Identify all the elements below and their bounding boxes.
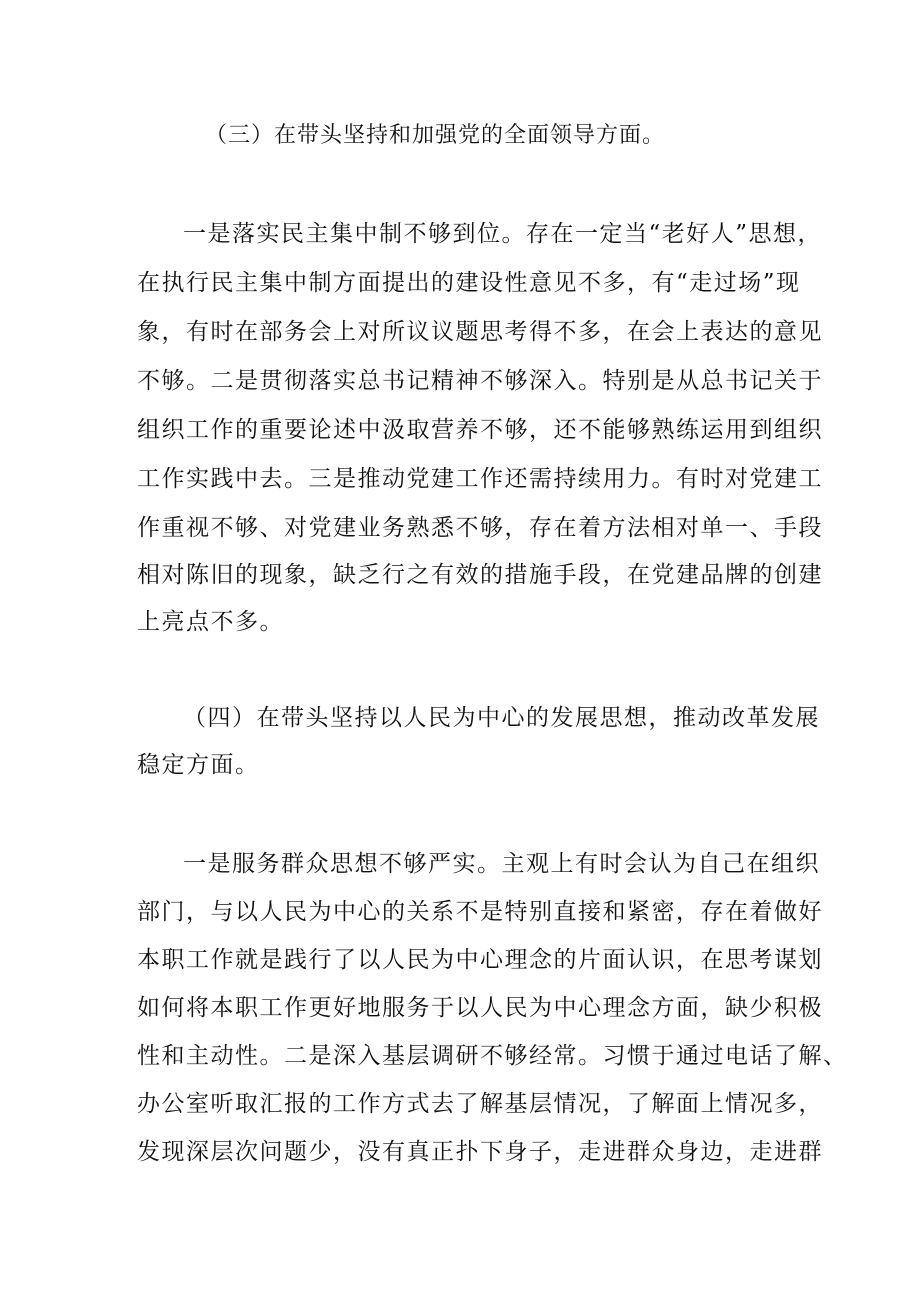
paragraph-line: 上亮点不多。 [137,609,284,635]
paragraph-line: 在执行民主集中制方面提出的建设性意见不多，有“走过场”现 [137,270,801,296]
paragraph-line: 发现深层次问题少，没有真正扑下身子，走进群众身边，走进群 [137,1139,823,1165]
paragraph-line: 不够。二是贯彻落实总书记精神不够深入。特别是从总书记关于 [137,368,823,394]
paragraph-line: 相对陈旧的现象，缺乏行之有效的措施手段，在党建品牌的创建 [137,562,823,588]
paragraph-line: 一是服务群众思想不够严实。主观上有时会认为自己在组织 [183,851,820,877]
paragraph-line: 如何将本职工作更好地服务于以人民为中心理念方面，缺少积极 [137,995,823,1021]
paragraph-line: 部门，与以人民为中心的关系不是特别直接和紧密，存在着做好 [137,899,823,925]
paragraph-line: 工作实践中去。三是推动党建工作还需持续用力。有时对党建工 [137,466,823,492]
paragraph-line: 组织工作的重要论述中汲取营养不够，还不能够熟练运用到组织 [137,417,823,443]
paragraph-line: 作重视不够、对党建业务熟悉不够，存在着方法相对单一、手段 [137,515,823,541]
section-3-heading: （三）在带头坚持和加强党的全面领导方面。 [205,123,666,148]
paragraph-line: 象，有时在部务会上对所议议题思考得不多，在会上表达的意见 [137,319,823,345]
paragraph-line: 一是落实民主集中制不够到位。存在一定当“老好人”思想， [183,221,823,247]
paragraph-line: 本职工作就是践行了以人民为中心理念的片面认识，在思考谋划 [137,947,823,973]
section-4-heading-line-2: 稳定方面。 [137,752,260,778]
section-4-heading-line-1: （四）在带头坚持以人民为中心的发展思想，推动改革发展 [183,705,820,731]
paragraph-line: 办公室听取汇报的工作方式去了解基层情况，了解面上情况多， [137,1091,823,1117]
paragraph-line: 性和主动性。二是深入基层调研不够经常。习惯于通过电话了解、 [137,1043,848,1069]
